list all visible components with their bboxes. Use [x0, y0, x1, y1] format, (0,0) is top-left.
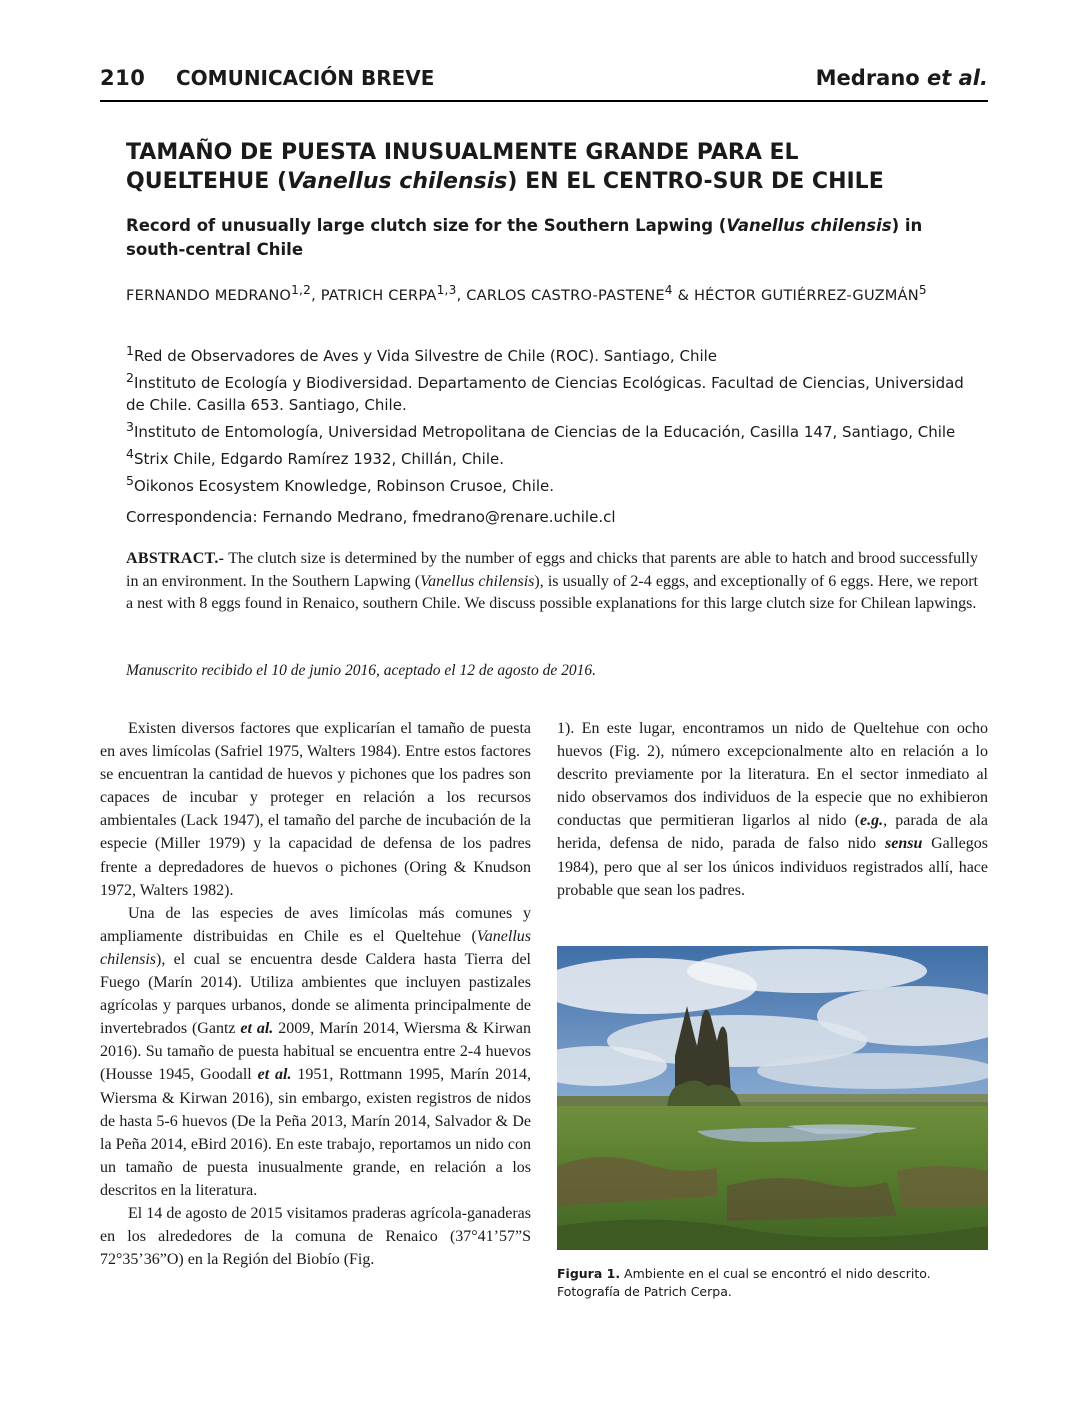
- article-title: TAMAÑO DE PUESTA INUSUALMENTE GRANDE PARA EL QUELTEHUE (Vanellus chilensis) EN EL CENTRO-SUR DE CHILE: [126, 140, 884, 194]
- figure-1-photo: [557, 946, 988, 1250]
- body-column-right: [557, 717, 988, 902]
- landscape-photo: [557, 946, 988, 1250]
- english-title: Record of unusually large clutch size for the Southern Lapwing (Vanellus chilensis) in south-central Chile: [126, 216, 923, 259]
- affiliations: [126, 340, 976, 498]
- section-label: COMUNICACIÓN BREVE: [176, 66, 435, 90]
- abstract: ABSTRACT.- The clutch size is determined by the number of eggs and chicks that parents are able to hatch and brood successfully in an environment. In the Southern Lapwing (Vanellus chilensis), is usually of 2-4 eggs, and exceptionally of 6 eggs. Here, we report a nest with 8 eggs found in Renaico, southern Chile. We discuss possible explanations for this large clutch size for Chilean lapwings.: [126, 550, 978, 612]
- paragraph-3: El 14 de agosto de 2015 visitamos praderas agrícola-ganaderas en los alrededores de la comuna de Renaico (37°41’57”S 72°35’36”O) en la Región del Biobío (Fig.: [100, 1204, 531, 1269]
- author-list: FERNANDO MEDRANO$^{1,2}$, PATRICH CERPA$^{1,3}$, CARLOS CASTRO-PASTENE$^4$ & HÉCTOR GUTIÉRREZ-GUZMÁN$^5$: [126, 283, 927, 304]
- figure-1-caption: Figura 1. Ambiente en el cual se encontró el nido descrito. Fotografía de Patrich Cerpa.: [557, 1266, 931, 1299]
- paragraph-2: Una de las especies de aves limícolas más comunes y ampliamente distribuidas en Chile es el Queltehue (Vanellus chilensis), el cual se encuentra desde Caldera hasta Tierra del Fuego (Marín 2014). Utiliza ambientes que incluyen pastizales agrícolas y parques urbanos, donde se alimenta principalmente de invertebrados (Gantz et al. 2009, Marín 2014, Wiersma & Kirwan 2016). Su tamaño de puesta habitual se encuentra entre 2-4 huevos (Housse 1945, Goodall et al. 1951, Rottmann 1995, Marín 2014, Wiersma & Kirwan 2016), sin embargo, existen registros de nidos de hasta 5-6 huevos (De la Peña 2013, Marín 2014, Salvador & De la Peña 2014, eBird 2016). En este trabajo, reportamos un nido con un tamaño de puesta inusualmente grande, en relación a los descritos en la literatura.: [100, 904, 532, 1199]
- page-number: 210: [100, 66, 146, 90]
- affiliation-4: $^4$Strix Chile, Edgardo Ramírez 1932, Chillán, Chile.: [126, 446, 505, 469]
- affiliation-2: $^2$Instituto de Ecología y Biodiversidad. Departamento de Ciencias Ecológicas. Facultad de Ciencias, Universidad de Chile. Casilla 653. Santiago, Chile.: [126, 370, 964, 414]
- body-column-left: [100, 717, 531, 1271]
- running-author: Medrano et al.: [815, 66, 988, 90]
- paragraph-1: Existen diversos factores que explicarían el tamaño de puesta en aves limícolas (Safriel 1975, Walters 1984). Entre estos factores se encuentran la cantidad de huevos y pichones que los padres son capaces de incubar y proteger en relación a los recursos ambientales (Lack 1947), el tamaño del parche de incubación de la especie (Miller 1979) y la capacidad de defensa de los padres frente a depredadores de huevos o pichones (Oring & Knudson 1972, Walters 1982).: [100, 720, 531, 899]
- affiliation-3: $^3$Instituto de Entomología, Universidad Metropolitana de Ciencias de la Educación, Casilla 147, Santiago, Chile: [126, 418, 956, 441]
- affiliation-1: $^1$Red de Observadores de Aves y Vida Silvestre de Chile (ROC). Santiago, Chile: [126, 343, 718, 365]
- paragraph-4: 1). En este lugar, encontramos un nido de Queltehue con ocho huevos (Fig. 2), número excepcionalmente alto en relación a lo descrito previamente por la literatura. En el sector inmediato al nido observamos dos individuos de la especie que no exhibieron conductas que permitieran ligarlos al nido (e.g., parada de ala herida, defensa de nido, parada de falso nido sensu Gallegos 1984), pero que al ser los únicos individuos registrados allí, hace probable que sean los padres.: [557, 720, 989, 899]
- affiliation-5: $^5$Oikonos Ecosystem Knowledge, Robinson Crusoe, Chile.: [126, 473, 555, 496]
- received-date: Manuscrito recibido el 10 de junio 2016, aceptado el 12 de agosto de 2016.: [126, 662, 596, 679]
- running-header: [100, 66, 988, 102]
- correspondence: Correspondencia: Fernando Medrano, fmedrano@renare.uchile.cl: [126, 508, 616, 526]
